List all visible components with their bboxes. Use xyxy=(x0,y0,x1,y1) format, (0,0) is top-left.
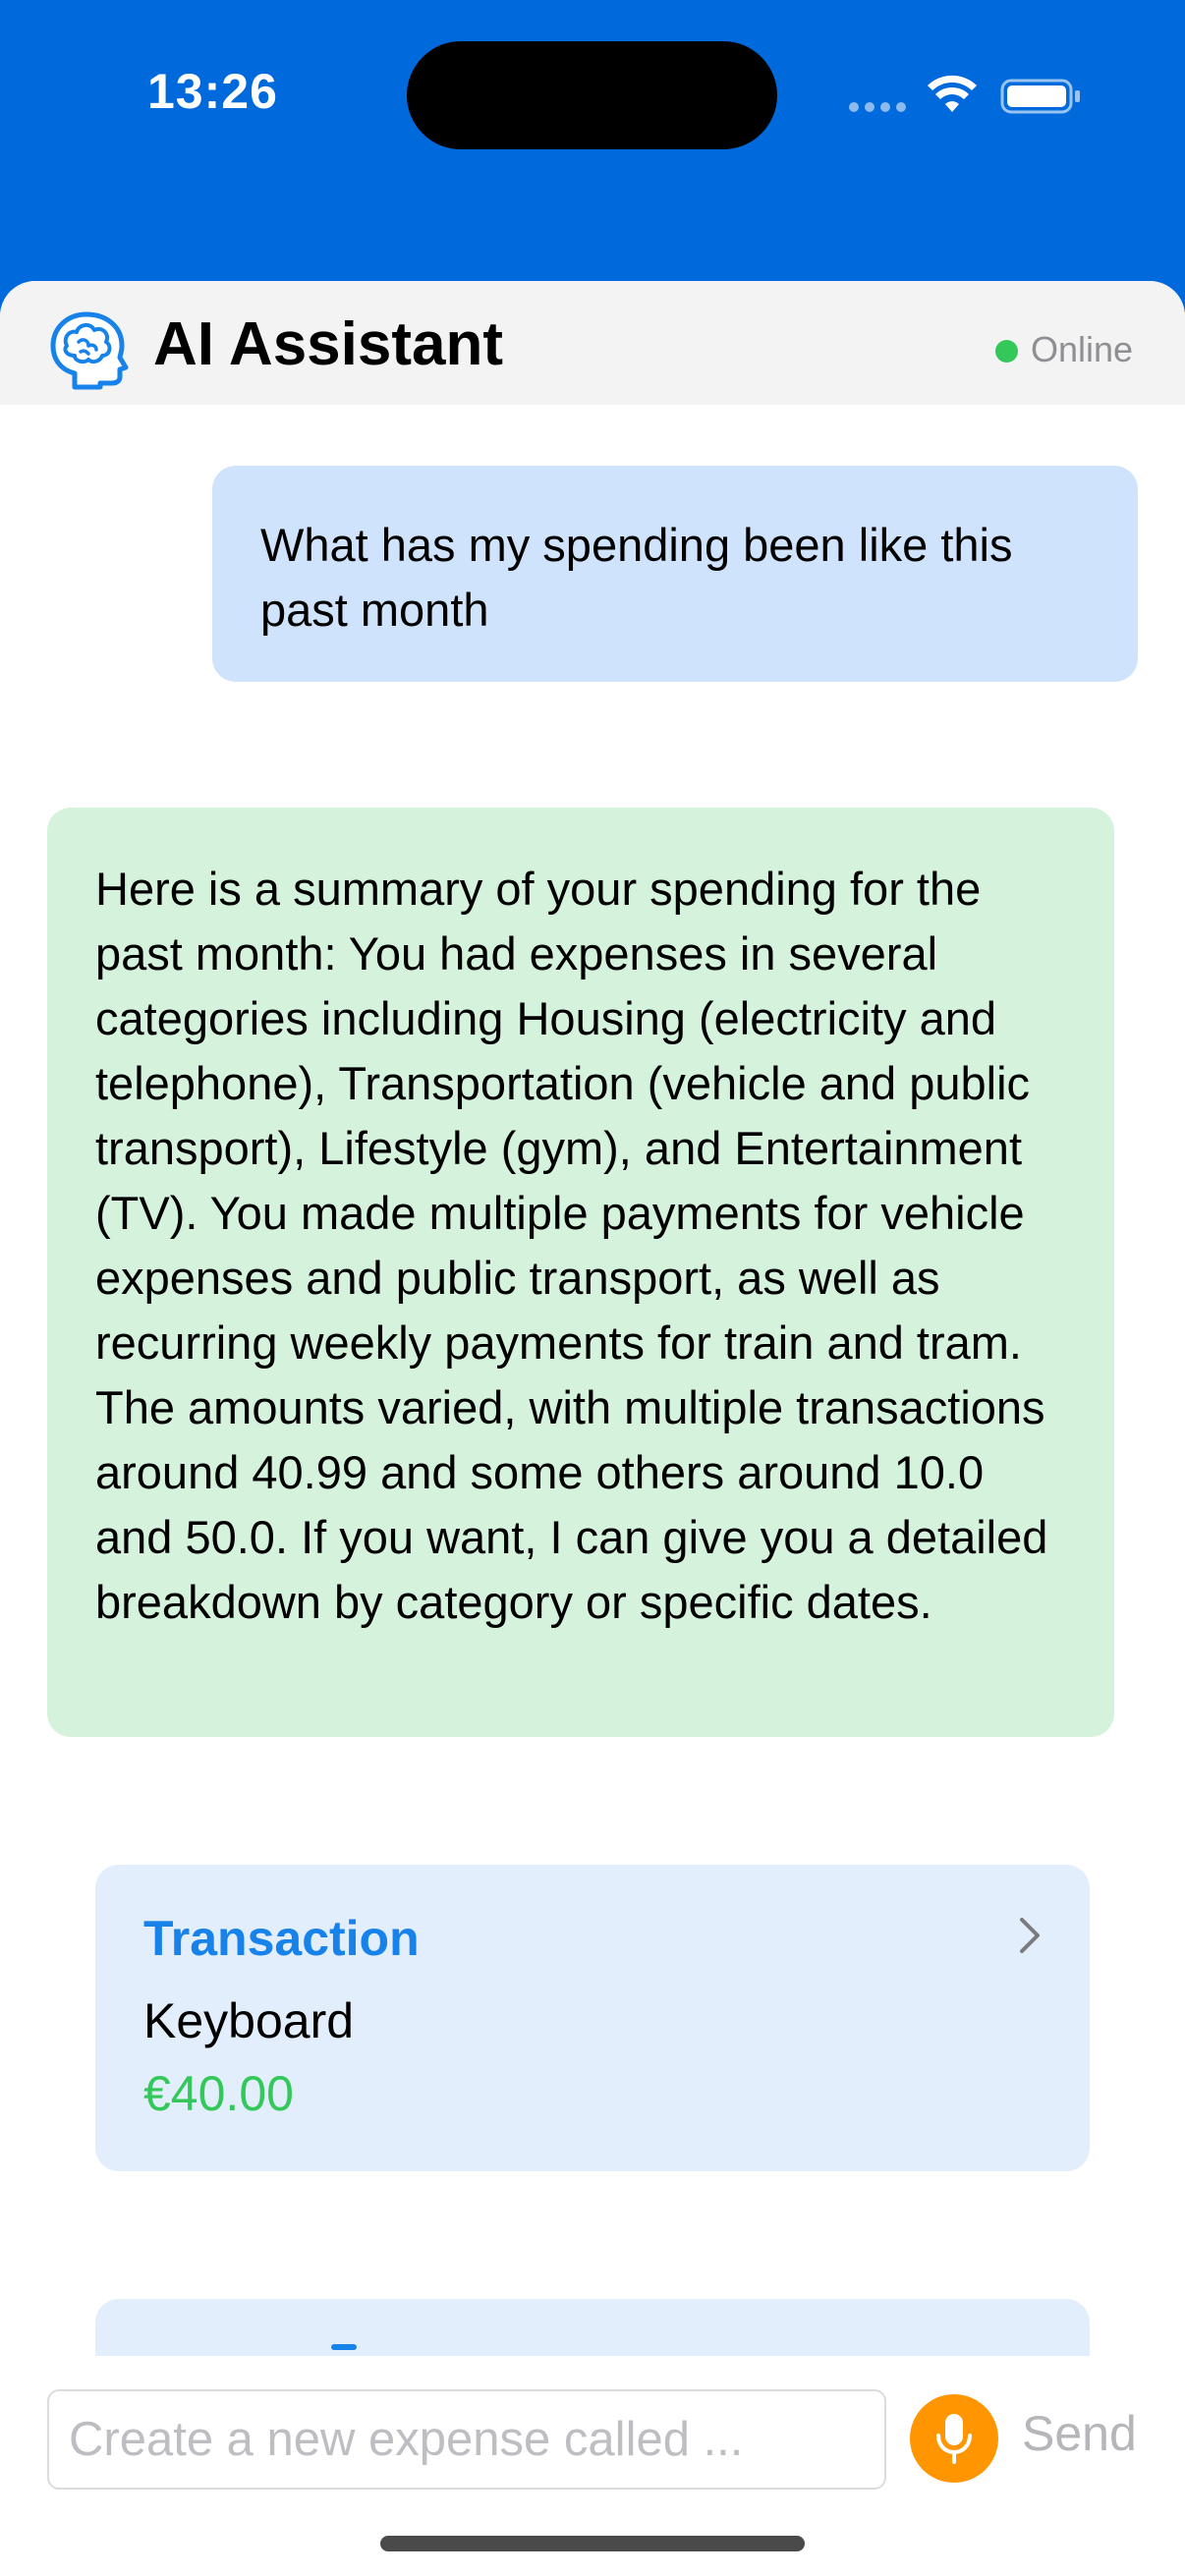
brain-icon xyxy=(45,308,130,393)
transaction-name: Keyboard xyxy=(143,1993,355,2048)
home-indicator[interactable] xyxy=(380,2536,805,2551)
assistant-message-bubble: Here is a summary of your spending for the past month: You had expenses in several categories including Housing (electricity and telephone), Transportation (vehicle and public transport), Lifestyle (gym), and Entertainment (TV). You made multiple payments for vehicle expenses and public transport, as well as recurring weekly payments for train and tram. The amounts varied, with multiple transactions around 40.99 and some others around 10.0 and 50.0. If you want, I can give you a detailed breakdown by category or specific dates. xyxy=(47,808,1114,1737)
page-title: AI Assistant xyxy=(153,310,504,378)
chat-sheet xyxy=(0,281,1185,2576)
transaction-card-label: Transaction xyxy=(143,1911,420,1966)
cellular-signal-icon xyxy=(849,102,908,112)
status-time: 13:26 xyxy=(147,64,278,119)
transaction-amount: €40.00 xyxy=(143,2066,294,2121)
microphone-button[interactable] xyxy=(910,2394,998,2483)
partial-card-label xyxy=(331,2344,357,2350)
online-status-label: Online xyxy=(1031,329,1134,369)
message-input[interactable] xyxy=(47,2389,886,2490)
dynamic-island xyxy=(407,41,777,149)
chat-header xyxy=(0,281,1185,405)
battery-icon xyxy=(1000,78,1083,115)
online-status-dot xyxy=(995,340,1018,363)
chevron-right-icon xyxy=(1017,1916,1043,1955)
send-button[interactable]: Send xyxy=(1022,2406,1137,2461)
wifi-icon xyxy=(927,75,978,114)
microphone-icon xyxy=(933,2412,975,2465)
transaction-card[interactable] xyxy=(95,1865,1090,2171)
user-message-bubble: What has my spending been like this past month xyxy=(212,466,1138,682)
